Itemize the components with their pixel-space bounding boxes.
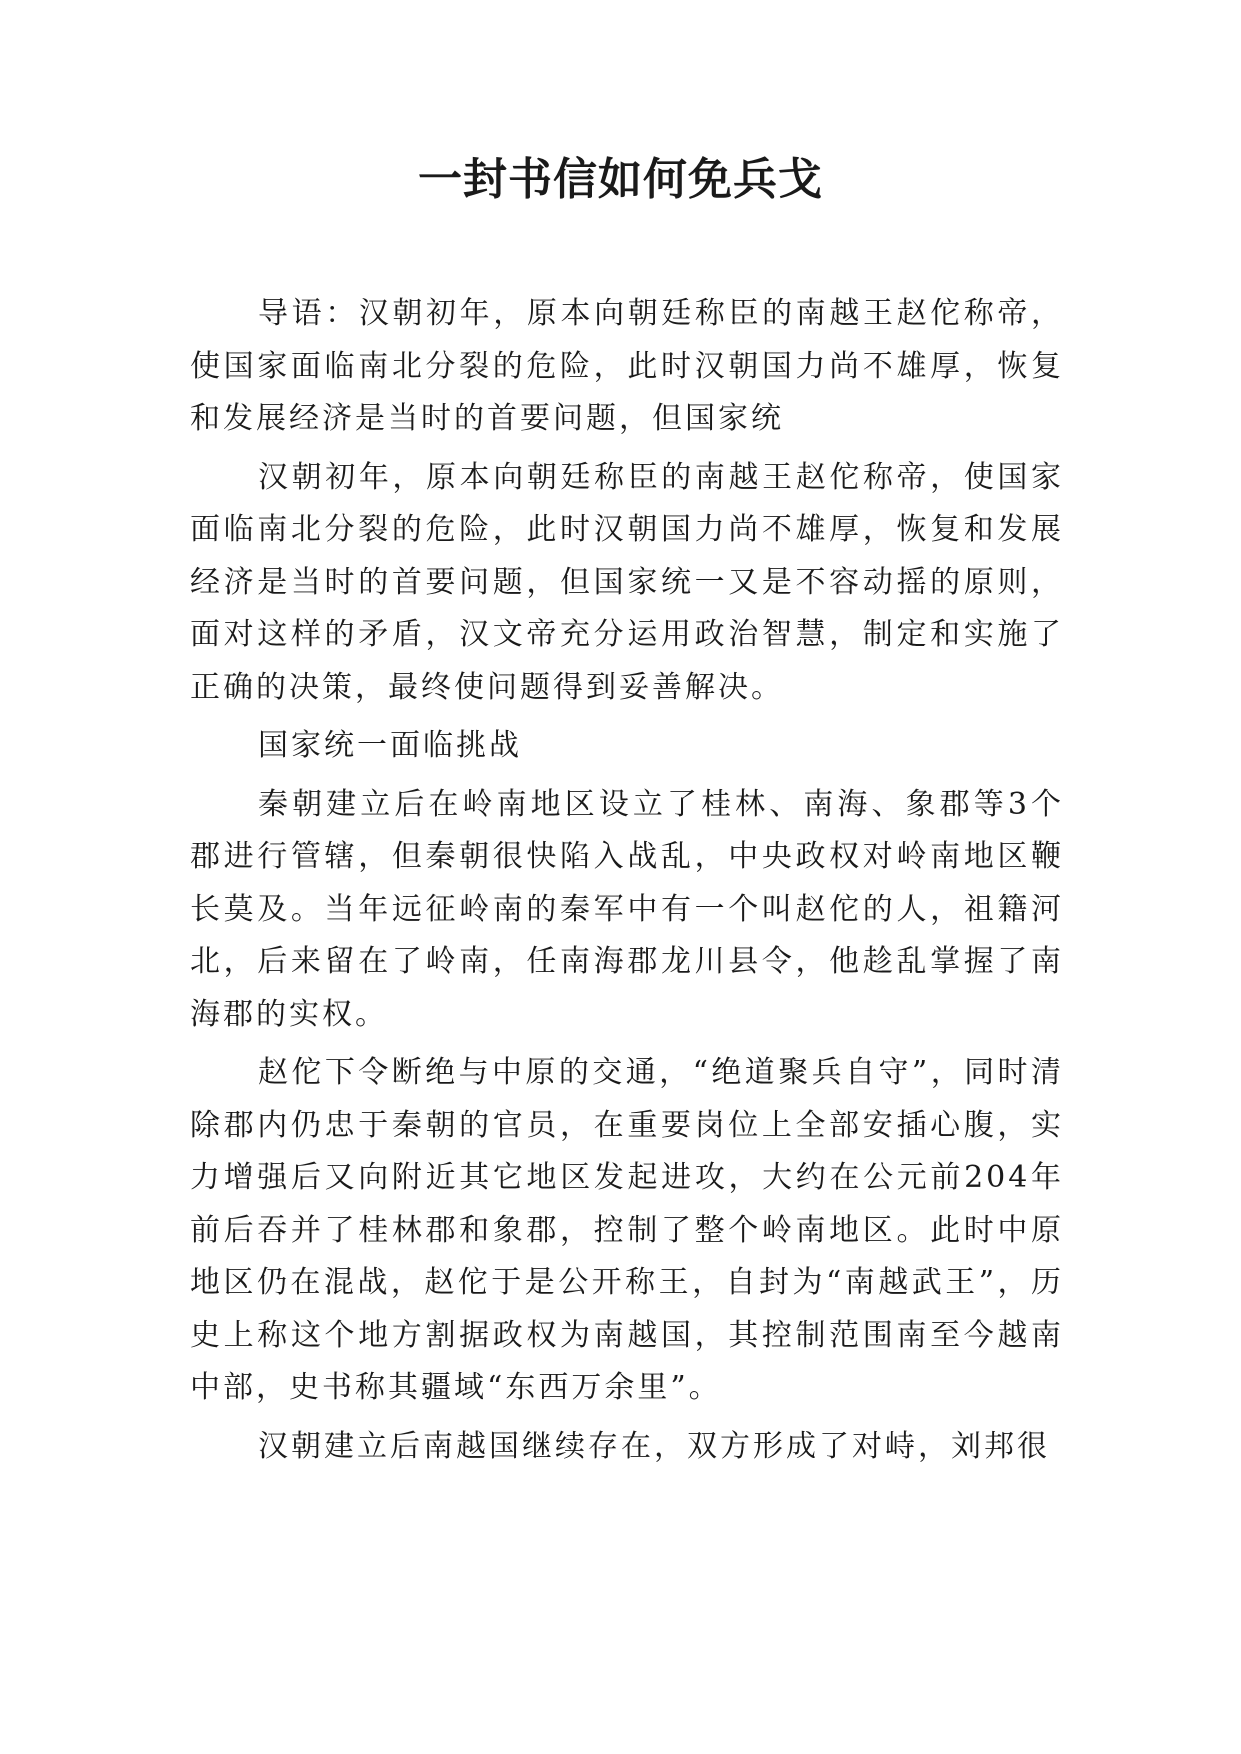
paragraph-intro: 导语：汉朝初年，原本向朝廷称臣的南越王赵佗称帝，使国家面临南北分裂的危险，此时汉朝国力尚不雄厚，恢复和发展经济是当时的首要问题，但国家统	[190, 296, 1064, 436]
document-title: 一封书信如何免兵戈	[418, 154, 823, 205]
section-heading: 国家统一面临挑战	[258, 728, 522, 763]
paragraph: 赵佗下令断绝与中原的交通，“绝道聚兵自守”，同时清除郡内仍忠于秦朝的官员，在重要岗位上全部安插心腹，实力增强后又向附近其它地区发起进攻，大约在公元前204年前后吞并了桂林郡和象郡，控制了整个岭南地区。此时中原地区仍在混战，赵佗于是公开称王，自封为“南越武王”，历史上称这个地方割据政权为南越国，其控制范围南至今越南中部，史书称其疆域“东西万余里”。	[190, 1055, 1064, 1405]
paragraph: 汉朝建立后南越国继续存在，双方形成了对峙，刘邦很	[258, 1428, 1050, 1464]
paragraph: 汉朝初年，原本向朝廷称臣的南越王赵佗称帝，使国家面临南北分裂的危险，此时汉朝国力尚不雄厚，恢复和发展经济是当时的首要问题，但国家统一又是不容动摇的原则，面对这样的矛盾，汉文帝充分运用政治智慧，制定和实施了正确的决策，最终使问题得到妥善解决。	[190, 459, 1064, 705]
document-body	[190, 288, 1064, 1479]
paragraph: 秦朝建立后在岭南地区设立了桂林、南海、象郡等3个郡进行管辖，但秦朝很快陷入战乱，中央政权对岭南地区鞭长莫及。当年远征岭南的秦军中有一个叫赵佗的人，祖籍河北，后来留在了岭南，任南海郡龙川县令，他趁乱掌握了南海郡的实权。	[190, 786, 1064, 1032]
